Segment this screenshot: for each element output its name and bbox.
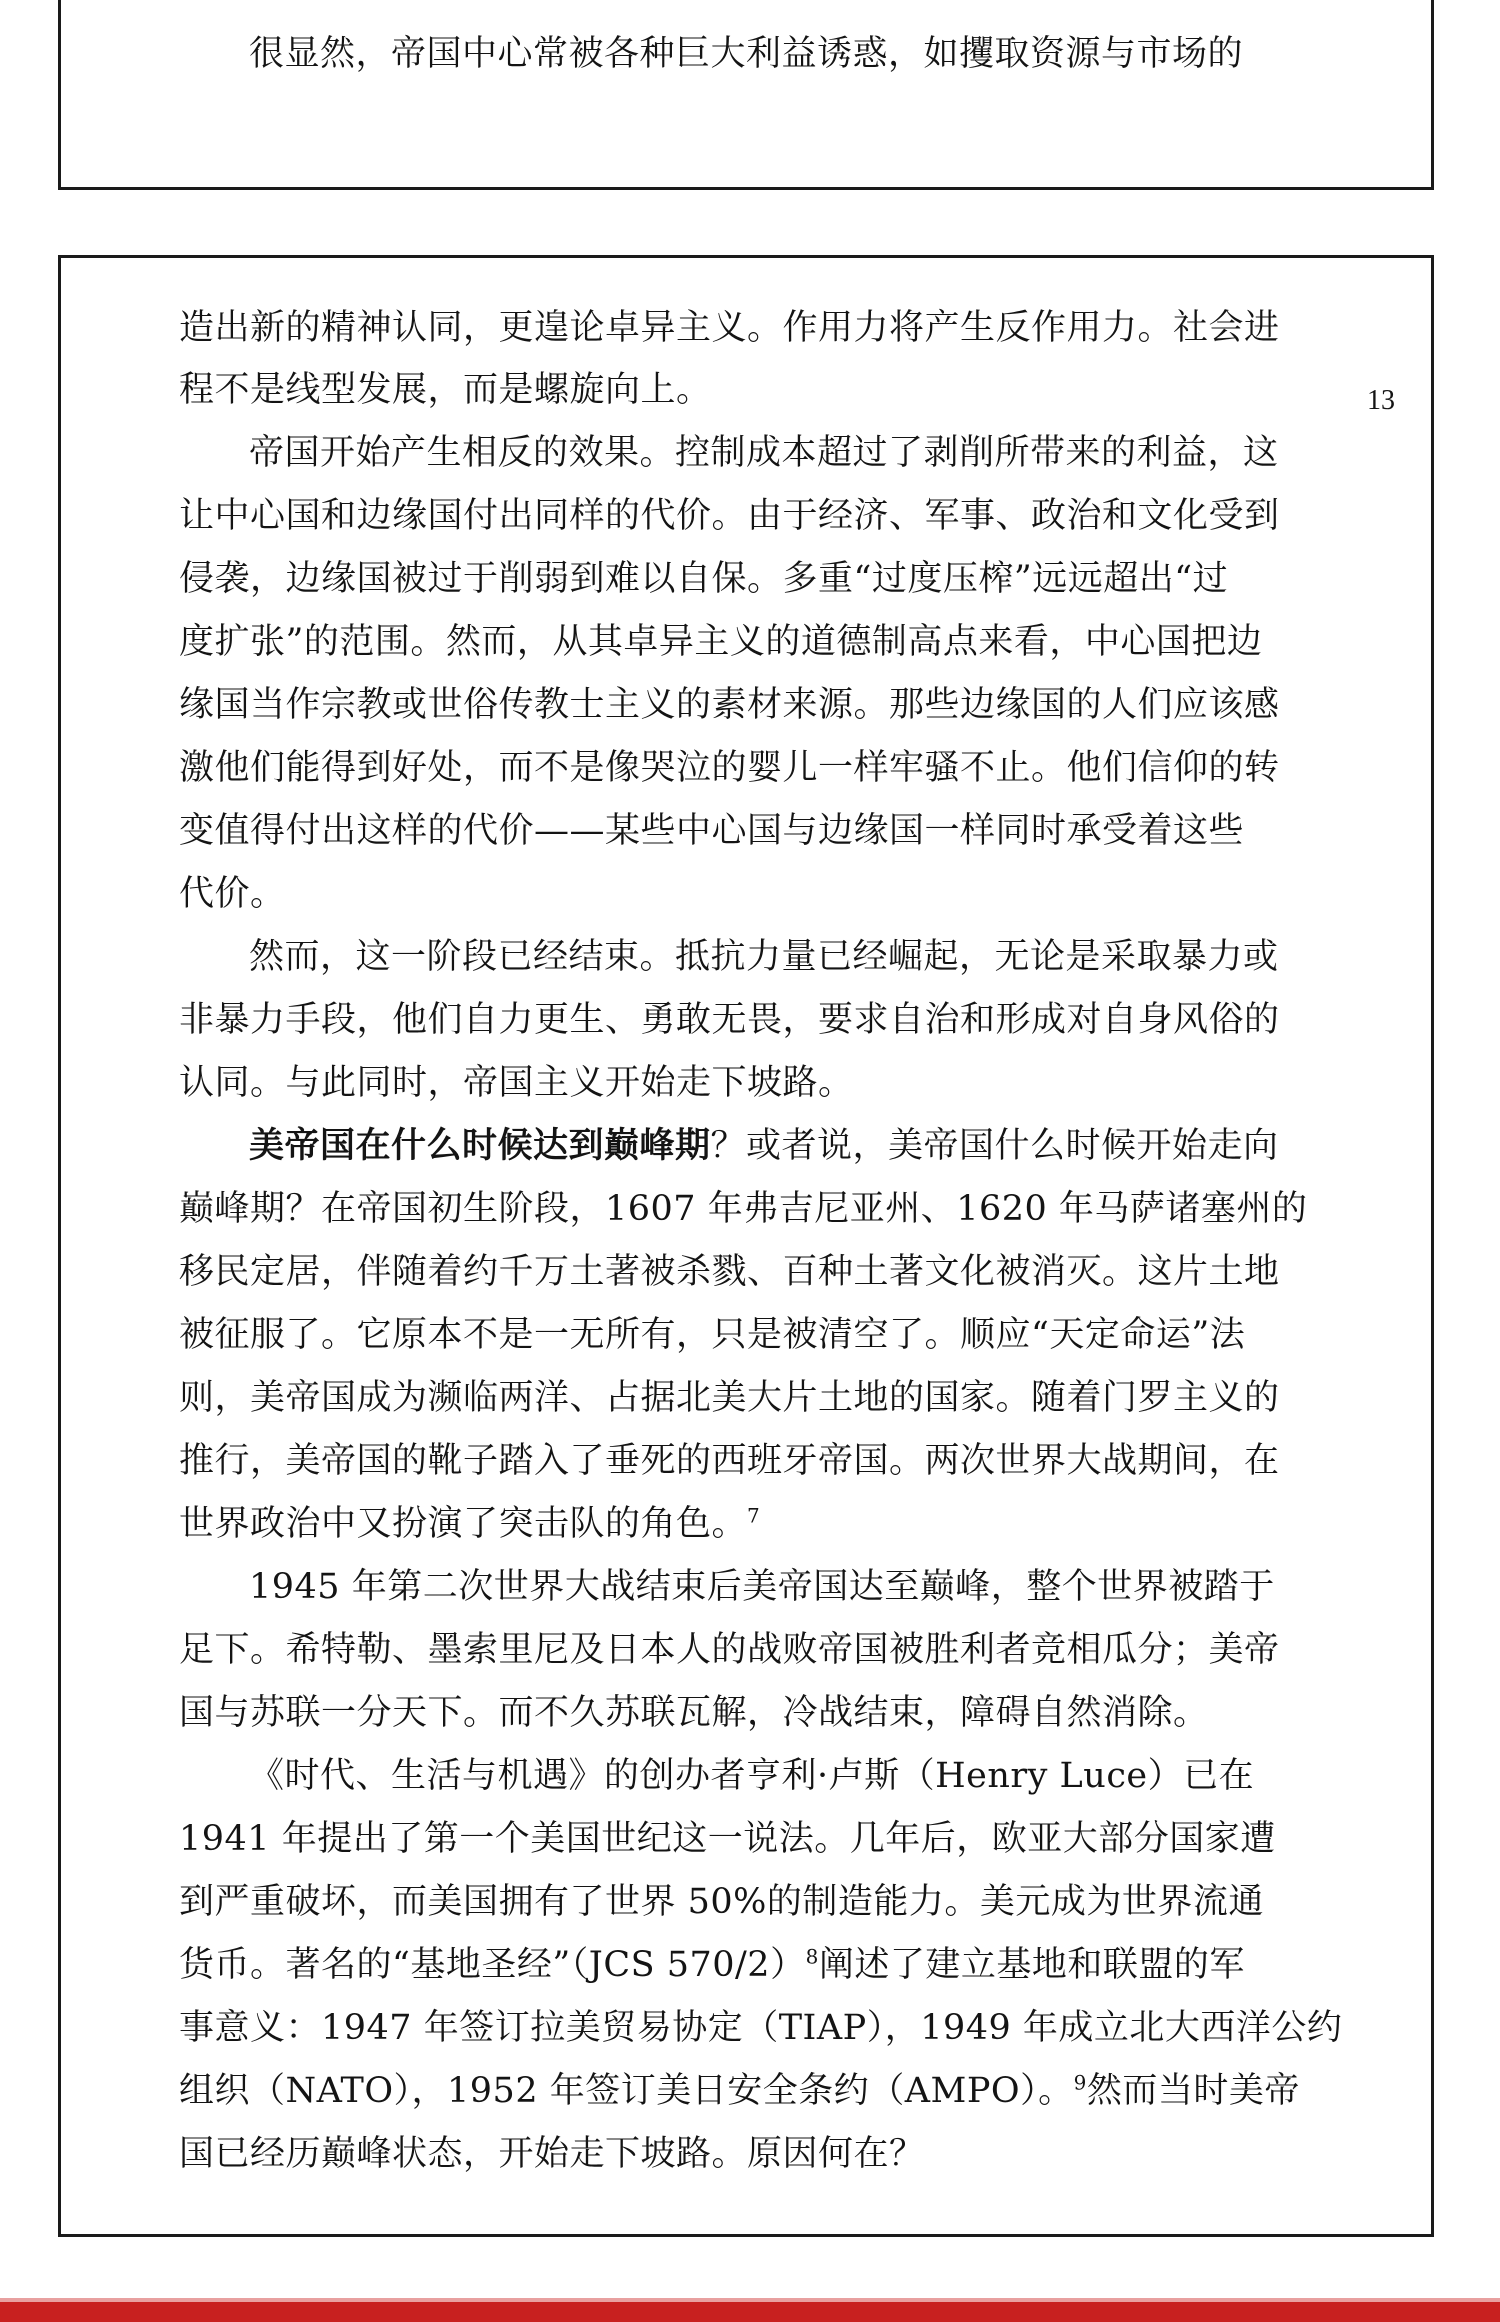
page-number: 13 [1367,385,1395,416]
text-line [179,1500,760,1548]
text-line: 造出新的精神认同，更遑论卓异主义。作用力将产生反作用力。社会进 [179,308,1280,348]
text-span: 世界政治中又扮演了突击队的角色。 [179,1504,748,1544]
text-span: 然而当时美帝 [1086,2071,1300,2111]
text-line: 很显然，帝国中心常被各种巨大利益诱惑，如攫取资源与市场的 [249,34,1244,74]
text-line [179,2067,1300,2115]
footnote-marker: 7 [747,1503,761,1528]
footnote-marker: 9 [1073,2070,1087,2095]
text-line: 到严重破坏，而美国拥有了世界 50%的制造能力。美元成为世界流通 [179,1882,1264,1922]
text-span: 组织（NATO），1952 年签订美日安全条约（AMPO）。 [179,2071,1074,2111]
footnote-marker: 8 [805,1944,819,1969]
text-line: 移民定居，伴随着约千万土著被杀戮、百种土著文化被消灭。这片土地 [179,1252,1280,1292]
previous-page-fragment [58,0,1434,190]
text-line: 《时代、生活与机遇》的创办者亨利·卢斯（Henry Luce）已在 [249,1756,1255,1796]
text-line: 度扩张”的范围。然而，从其卓异主义的道德制高点来看，中心国把边 [179,622,1263,662]
text-span: 阐述了建立基地和联盟的军 [818,1945,1245,1985]
text-line: 缘国当作宗教或世俗传教士主义的素材来源。那些边缘国的人们应该感 [179,685,1280,725]
text-line: 国与苏联一分天下。而不久苏联瓦解，冷战结束，障碍自然消除。 [179,1693,1209,1733]
text-line: 事意义：1947 年签订拉美贸易协定（TIAP），1949 年成立北大西洋公约 [179,2008,1343,2048]
text-line: 帝国开始产生相反的效果。控制成本超过了剥削所带来的利益，这 [249,433,1279,473]
text-line [249,1122,1279,1170]
text-line: 1941 年提出了第一个美国世纪这一说法。几年后，欧亚大部分国家遭 [179,1819,1276,1859]
text-line: 激他们能得到好处，而不是像哭泣的婴儿一样牢骚不止。他们信仰的转 [179,748,1280,788]
text-line: 认同。与此同时，帝国主义开始走下坡路。 [179,1063,854,1103]
text-line [179,1941,1245,1989]
text-line: 推行，美帝国的靴子踏入了垂死的西班牙帝国。两次世界大战期间，在 [179,1441,1280,1481]
text-line: 巅峰期？在帝国初生阶段，1607 年弗吉尼亚州、1620 年马萨诸塞州的 [179,1189,1308,1229]
text-line: 然而，这一阶段已经结束。抵抗力量已经崛起，无论是采取暴力或 [249,937,1279,977]
cut-off-text-line [249,0,1243,1]
book-page [58,255,1434,2237]
text-line: 变值得付出这样的代价——某些中心国与边缘国一样同时承受着这些 [179,811,1245,851]
text-line: 程不是线型发展，而是螺旋向上。 [179,370,712,410]
text-span: ？或者说，美帝国什么时候开始走向 [710,1126,1279,1166]
text-line: 非暴力手段，他们自力更生、勇敢无畏，要求自治和形成对自身风俗的 [179,1000,1280,1040]
text-line: 被征服了。它原本不是一无所有，只是被清空了。顺应“天定命运”法 [179,1315,1246,1355]
text-line: 则，美帝国成为濒临两洋、占据北美大片土地的国家。随着门罗主义的 [179,1378,1280,1418]
text-line: 代价。 [179,874,286,914]
text-span: 货币。著名的“基地圣经”（JCS 570/2） [179,1945,806,1985]
text-line: 国已经历巅峰状态，开始走下坡路。原因何在？ [179,2134,925,2174]
bold-question: 美帝国在什么时候达到巅峰期 [249,1125,711,1166]
text-line: 侵袭，边缘国被过于削弱到难以自保。多重“过度压榨”远远超出“过 [179,559,1229,599]
text-line: 1945 年第二次世界大战结束后美帝国达至巅峰，整个世界被踏于 [249,1567,1275,1607]
text-line: 让中心国和边缘国付出同样的代价。由于经济、军事、政治和文化受到 [179,496,1280,536]
bottom-red-bar [0,2302,1500,2322]
text-line: 足下。希特勒、墨索里尼及日本人的战败帝国被胜利者竞相瓜分；美帝 [179,1630,1280,1670]
